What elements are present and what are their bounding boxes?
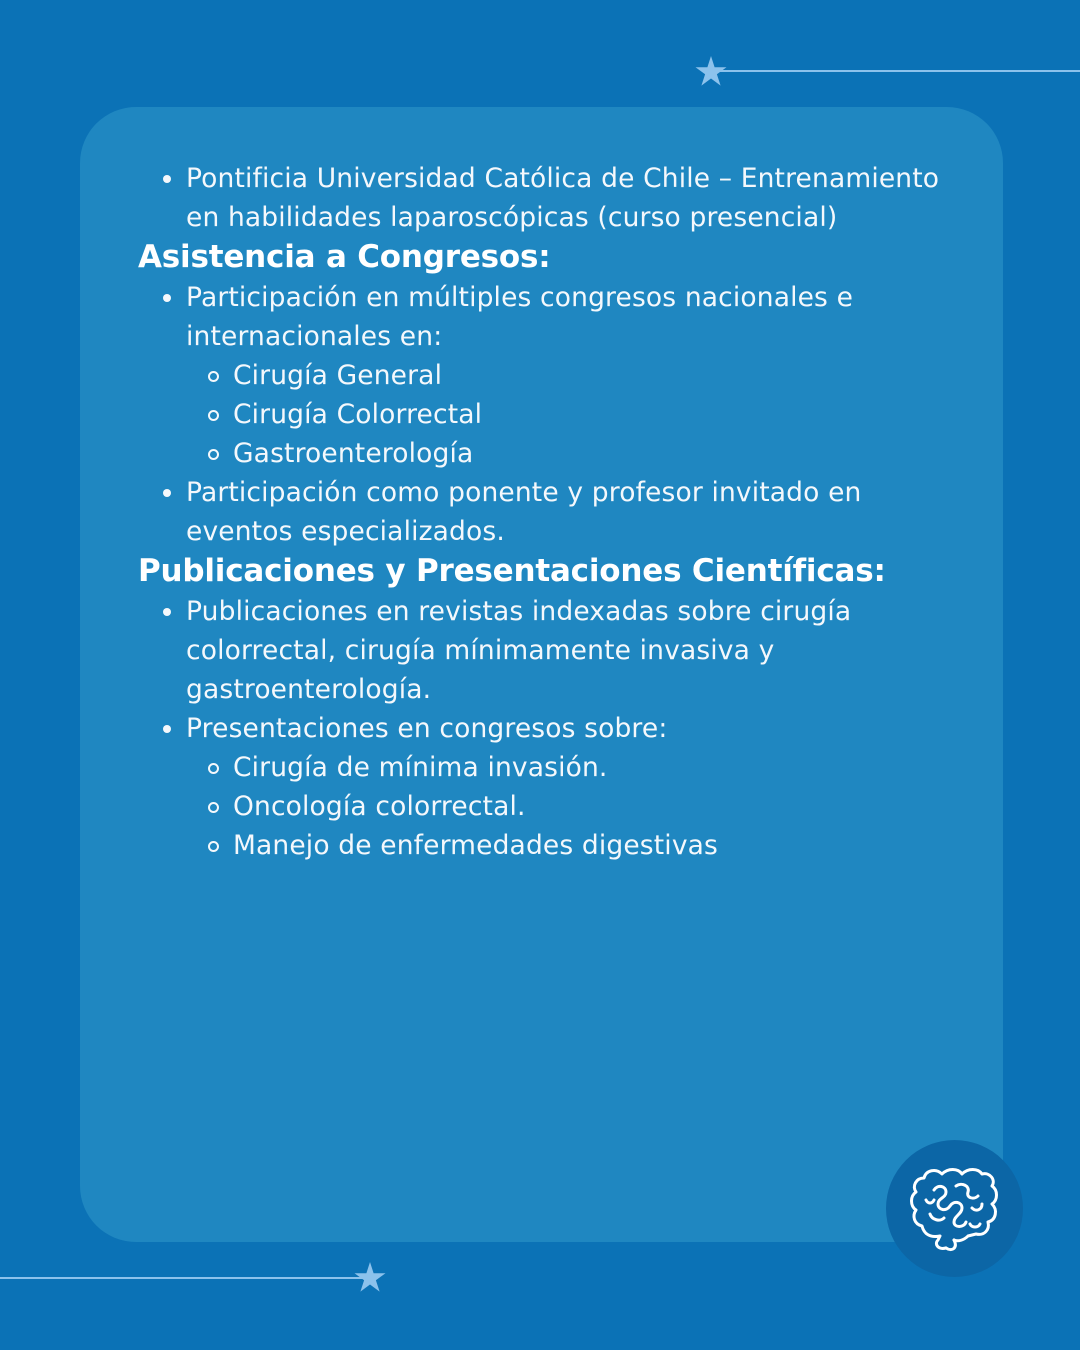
congresos-list — [138, 278, 968, 551]
bullet-circle — [208, 802, 219, 813]
list-item-text: Pontificia Universidad Católica de Chile – Entrenamiento en habilidades laparoscópicas (curso presencial) — [186, 163, 940, 233]
bullet-dot — [163, 725, 171, 733]
list-item — [186, 159, 968, 237]
list-item-text: Presentaciones en congresos sobre: — [186, 713, 668, 744]
list-item — [186, 709, 968, 865]
star-icon — [694, 55, 728, 89]
sublist — [186, 748, 968, 865]
bullet-circle — [208, 371, 219, 382]
sublist-item-text: Manejo de enfermedades digestivas — [233, 830, 718, 861]
bullet-dot — [163, 175, 171, 183]
sublist-item-text: Cirugía de mínima invasión. — [233, 752, 608, 783]
sublist-item-text: Gastroenterología — [233, 438, 474, 469]
bottom-divider-line — [0, 1277, 372, 1279]
bullet-circle — [208, 763, 219, 774]
bullet-circle — [208, 410, 219, 421]
sublist — [186, 356, 968, 473]
list-item-text: Participación en múltiples congresos nacionales e internacionales en: — [186, 282, 854, 352]
bullet-dot — [163, 608, 171, 616]
sublist-item — [233, 826, 968, 865]
sublist-item-text: Cirugía General — [233, 360, 443, 391]
publicaciones-list — [138, 592, 968, 865]
intestine-badge — [886, 1140, 1023, 1277]
intro-list — [138, 159, 968, 237]
content-body — [138, 159, 968, 865]
sublist-item-text: Oncología colorrectal. — [233, 791, 526, 822]
sublist-item — [233, 356, 968, 395]
sublist-item-text: Cirugía Colorrectal — [233, 399, 483, 430]
sublist-item — [233, 787, 968, 826]
content-card — [80, 107, 1003, 1242]
bullet-dot — [163, 294, 171, 302]
list-item — [186, 473, 968, 551]
list-item-text: Participación como ponente y profesor invitado en eventos especializados. — [186, 477, 862, 547]
sublist-item — [233, 395, 968, 434]
intestine-icon — [906, 1160, 1003, 1257]
section-title-publicaciones: Publicaciones y Presentaciones Científicas: — [138, 553, 886, 589]
sublist-item — [233, 748, 968, 787]
section-title-congresos: Asistencia a Congresos: — [138, 239, 551, 275]
list-item-text: Publicaciones en revistas indexadas sobre cirugía colorrectal, cirugía mínimamente invasiva y gastroenterología. — [186, 596, 852, 705]
top-divider-line — [712, 70, 1080, 72]
list-item — [186, 592, 968, 709]
sublist-item — [233, 434, 968, 473]
bullet-circle — [208, 449, 219, 460]
list-item — [186, 278, 968, 473]
bullet-circle — [208, 841, 219, 852]
star-icon — [353, 1261, 387, 1295]
bullet-dot — [163, 489, 171, 497]
